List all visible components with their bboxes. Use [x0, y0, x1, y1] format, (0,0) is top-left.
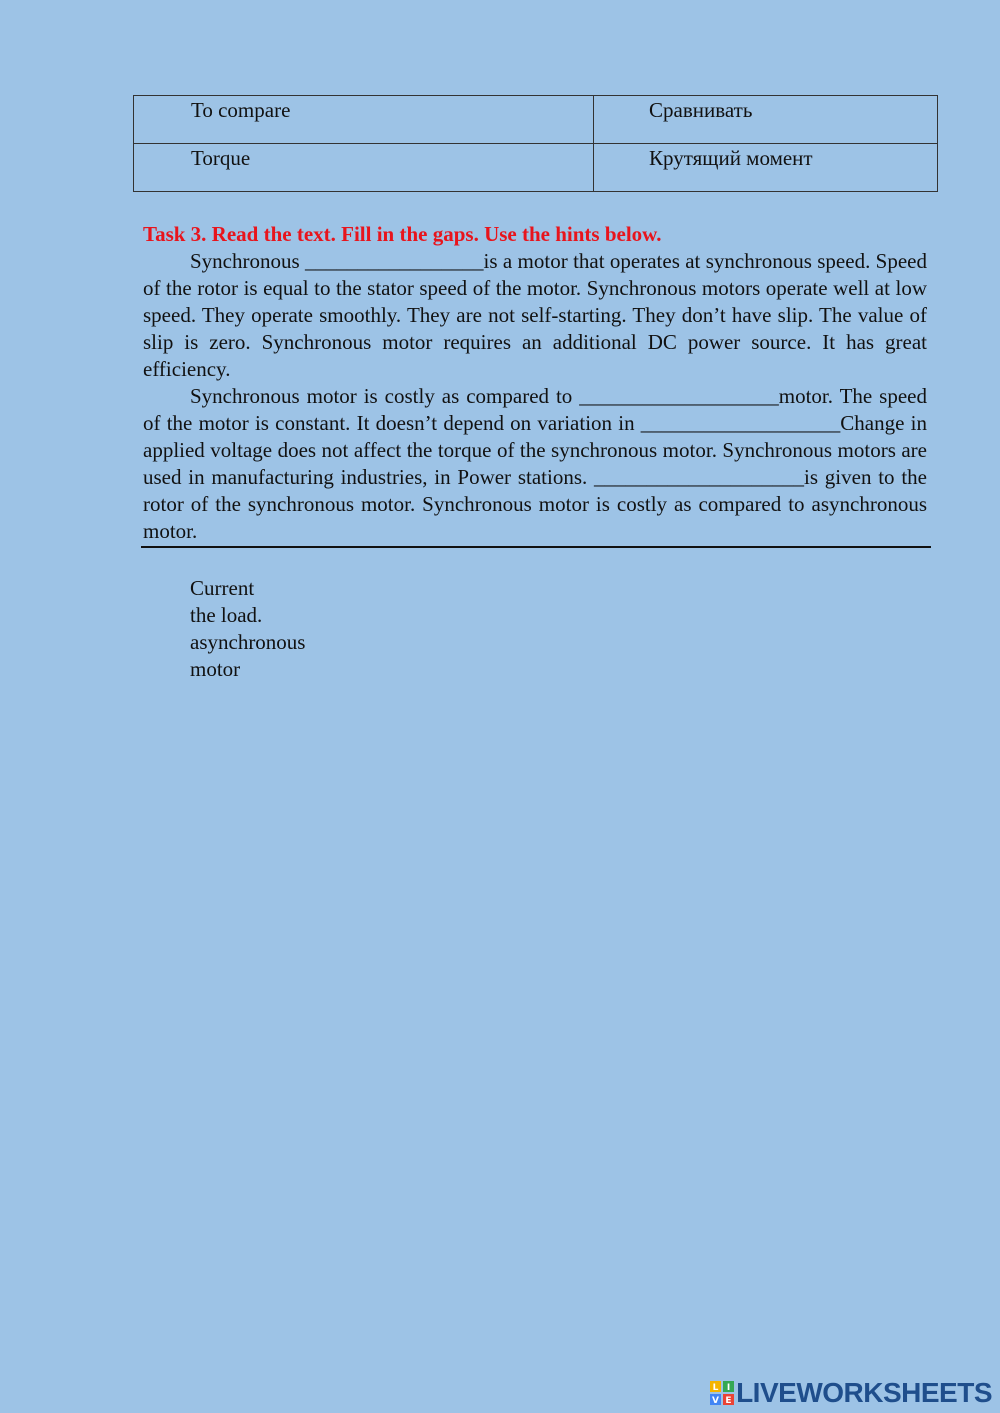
hint-word: Current — [190, 576, 255, 600]
divider — [141, 546, 931, 548]
svg-text:V: V — [712, 1396, 720, 1405]
hints-list — [190, 575, 305, 683]
task-section — [143, 221, 927, 545]
vocab-english-cell — [134, 144, 594, 192]
svg-text:L: L — [712, 1383, 719, 1393]
liveworksheets-logo-icon — [710, 1381, 734, 1405]
vocab-russian-cell — [594, 144, 938, 192]
svg-text:E: E — [725, 1396, 732, 1405]
hint-word: the load. — [190, 603, 263, 627]
vocabulary-table — [133, 95, 938, 192]
table-row — [134, 96, 938, 144]
vocab-russian-text: Крутящий момент — [649, 146, 813, 170]
hint-word: asynchronous — [190, 630, 306, 654]
svg-text:I: I — [726, 1383, 731, 1393]
vocab-russian-cell — [594, 96, 938, 144]
hint-word: motor — [190, 657, 241, 681]
vocab-russian-text: Сравнивать — [649, 98, 753, 122]
vocab-english-cell — [134, 96, 594, 144]
gap-fill-paragraph-2: Synchronous motor is costly as compared to ___________________motor. The speed of the motor is constant. It doesn’t depend on variation in ___________________Change in applied voltage does not affect the torque of the synchronous motor. Synchronous motors are used in manufacturing industries, in Power stations. ____________________is given to the rotor of the synchronous motor. Synchronous motor is costly as compared to asynchronous motor. — [143, 384, 927, 543]
liveworksheets-brand — [710, 1377, 992, 1409]
vocab-english-text: To compare — [191, 98, 291, 122]
gap-fill-paragraph-1: Synchronous _________________is a motor that operates at synchronous speed. Speed of the rotor is equal to the stator speed of the motor. Synchronous motors operate well at low speed. They operate smoothly. They are not self-starting. They don’t have slip. The value of slip is zero. Synchronous motor requires an additional DC power source. It has great efficiency. — [143, 249, 927, 381]
task-title: Task 3. Read the text. Fill in the gaps. Use the hints below. — [143, 222, 662, 246]
vocab-english-text: Torque — [191, 146, 251, 170]
liveworksheets-wordmark: LIVEWORKSHEETS — [736, 1377, 992, 1408]
table-row — [134, 144, 938, 192]
